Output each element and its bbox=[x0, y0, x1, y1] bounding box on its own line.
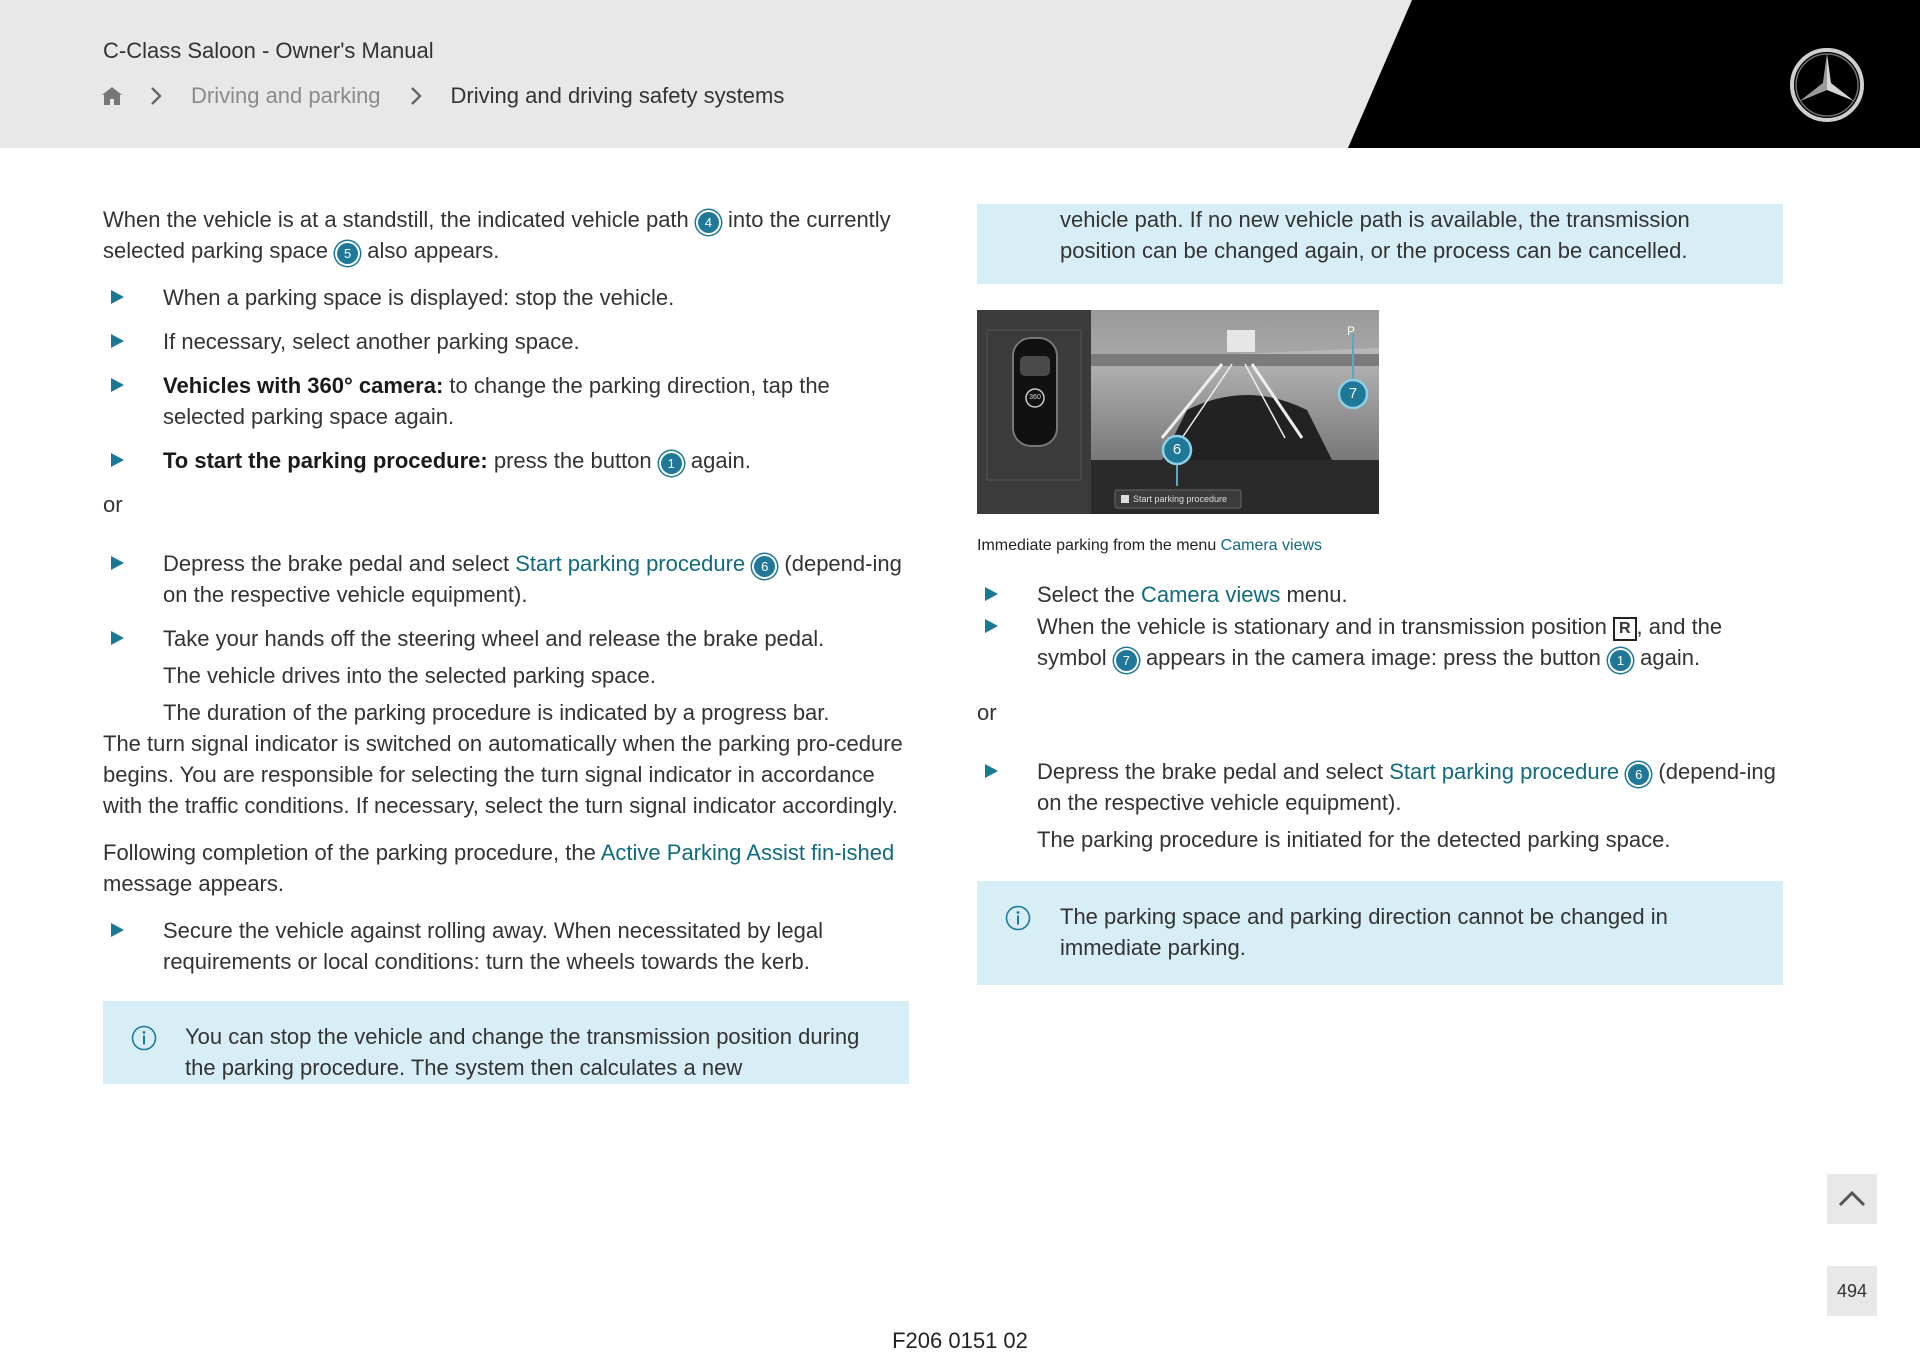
step-result: The duration of the parking procedure is indicated by a progress bar. bbox=[163, 700, 830, 725]
star-logo-icon bbox=[1788, 46, 1866, 124]
intro-paragraph: When the vehicle is at a standstill, the indicated vehicle path 4 into the currently selected parking space 5 also appears. bbox=[103, 207, 891, 263]
bullet-arrow-icon bbox=[111, 290, 124, 304]
page-number: 494 bbox=[1827, 1266, 1877, 1316]
camera-badge-7: 7 bbox=[1348, 385, 1358, 402]
callout-badge: 6 bbox=[754, 556, 775, 577]
info-icon bbox=[1005, 905, 1031, 931]
info-text: The parking space and parking direction cannot be changed in immediate parking. bbox=[1060, 904, 1668, 960]
chevron-up-icon bbox=[1827, 1174, 1877, 1224]
camera-start-parking-button: Start parking procedure bbox=[1133, 494, 1228, 504]
breadcrumb bbox=[101, 80, 784, 112]
callout-badge: 7 bbox=[1116, 650, 1137, 671]
info-box-continued bbox=[977, 204, 1783, 284]
image-reference-code: F206 0151 02 bbox=[892, 1328, 1028, 1353]
link-start-parking-procedure[interactable]: Start parking procedure bbox=[515, 551, 746, 576]
step-item: Select the Camera views menu. bbox=[977, 579, 1783, 610]
link-active-parking-assist-finished[interactable]: Active Parking Assist fin-ished bbox=[600, 840, 895, 865]
link-start-parking-procedure[interactable]: Start parking procedure bbox=[1389, 759, 1620, 784]
step-item: If necessary, select another parking space. bbox=[103, 326, 909, 357]
transmission-r-key: R bbox=[1613, 617, 1637, 641]
chevron-right-icon bbox=[407, 85, 425, 107]
step-item: Depress the brake pedal and select Start parking procedure 6 (depend-ing on the respective vehicle equipment). bbox=[103, 548, 909, 610]
camera-badge-6: 6 bbox=[1172, 441, 1182, 458]
image-caption: Immediate parking from the menu Camera views bbox=[977, 537, 1323, 554]
bullet-arrow-icon bbox=[111, 453, 124, 467]
info-text: You can stop the vehicle and change the transmission position during the parking procedure. The system then calculates a new bbox=[185, 1024, 860, 1080]
info-box bbox=[977, 881, 1783, 985]
turn-signal-paragraph: The turn signal indicator is switched on automatically when the parking pro-cedure begins. You are responsible for selecting the turn signal indicator in accordance with the traffic conditions. If necessary, select the turn signal indicator accordingly. bbox=[103, 731, 903, 818]
info-box bbox=[103, 1001, 909, 1084]
camera-image bbox=[977, 310, 1379, 514]
page-header bbox=[0, 0, 1920, 148]
step-item: When the vehicle is stationary and in transmission position R , and the symbol 7 appears in the camera image: press the button 1 again. bbox=[977, 611, 1783, 673]
completion-paragraph: Following completion of the parking procedure, the Active Parking Assist fin-ished message appears. bbox=[103, 840, 895, 896]
home-icon[interactable] bbox=[101, 85, 123, 107]
camera-view-graphic bbox=[977, 310, 1379, 514]
step-item: Secure the vehicle against rolling away. When necessitated by legal requirements or local conditions: turn the wheels towards the kerb. bbox=[103, 915, 909, 977]
step-item: Vehicles with 360° camera: to change the parking direction, tap the selected parking space again. bbox=[103, 370, 909, 432]
callout-badge: 1 bbox=[1610, 650, 1631, 671]
bullet-arrow-icon bbox=[111, 923, 124, 937]
step-result: The parking procedure is initiated for the detected parking space. bbox=[1037, 827, 1671, 852]
step-item: To start the parking procedure: press the button 1 again. bbox=[103, 445, 909, 476]
step-item: Take your hands off the steering wheel and release the brake pedal. The vehicle drives into the selected parking space. The duration of the parking procedure is indicated by a progress bar. bbox=[103, 623, 909, 728]
right-column bbox=[977, 204, 1783, 985]
or-text: or bbox=[103, 492, 123, 517]
step-item: When a parking space is displayed: stop the vehicle. bbox=[103, 282, 909, 313]
camera-car-label: 360 bbox=[1029, 394, 1041, 401]
callout-badge: 4 bbox=[698, 212, 719, 233]
bullet-arrow-icon bbox=[111, 556, 124, 570]
bullet-arrow-icon bbox=[111, 334, 124, 348]
callout-badge: 6 bbox=[1628, 764, 1649, 785]
info-icon bbox=[131, 1025, 157, 1051]
step-item: Depress the brake pedal and select Start parking procedure 6 (depend-ing on the respective vehicle equipment). The parking procedure is initiated for the detected parking space. bbox=[977, 756, 1783, 855]
or-text: or bbox=[977, 700, 997, 725]
step-result: The vehicle drives into the selected parking space. bbox=[163, 663, 656, 688]
left-column bbox=[103, 204, 909, 1084]
chevron-right-icon bbox=[147, 85, 165, 107]
scroll-to-top-button[interactable] bbox=[1827, 1174, 1877, 1224]
info-text: vehicle path. If no new vehicle path is available, the transmission position can be changed again, or the process can be cancelled. bbox=[1060, 207, 1690, 263]
callout-badge: 5 bbox=[337, 243, 358, 264]
manual-title: C-Class Saloon - Owner's Manual bbox=[103, 38, 434, 63]
bullet-arrow-icon bbox=[985, 764, 998, 778]
bullet-arrow-icon bbox=[985, 619, 998, 633]
link-camera-views[interactable]: Camera views bbox=[1220, 537, 1323, 554]
camera-parking-label: P bbox=[1347, 324, 1356, 338]
breadcrumb-link-driving-and-parking[interactable]: Driving and parking bbox=[191, 83, 381, 108]
bullet-arrow-icon bbox=[111, 631, 124, 645]
bullet-arrow-icon bbox=[985, 587, 998, 601]
breadcrumb-current: Driving and driving safety systems bbox=[450, 83, 785, 108]
bullet-arrow-icon bbox=[111, 378, 124, 392]
callout-badge: 1 bbox=[661, 453, 682, 474]
link-camera-views-menu[interactable]: Camera views bbox=[1140, 582, 1281, 607]
